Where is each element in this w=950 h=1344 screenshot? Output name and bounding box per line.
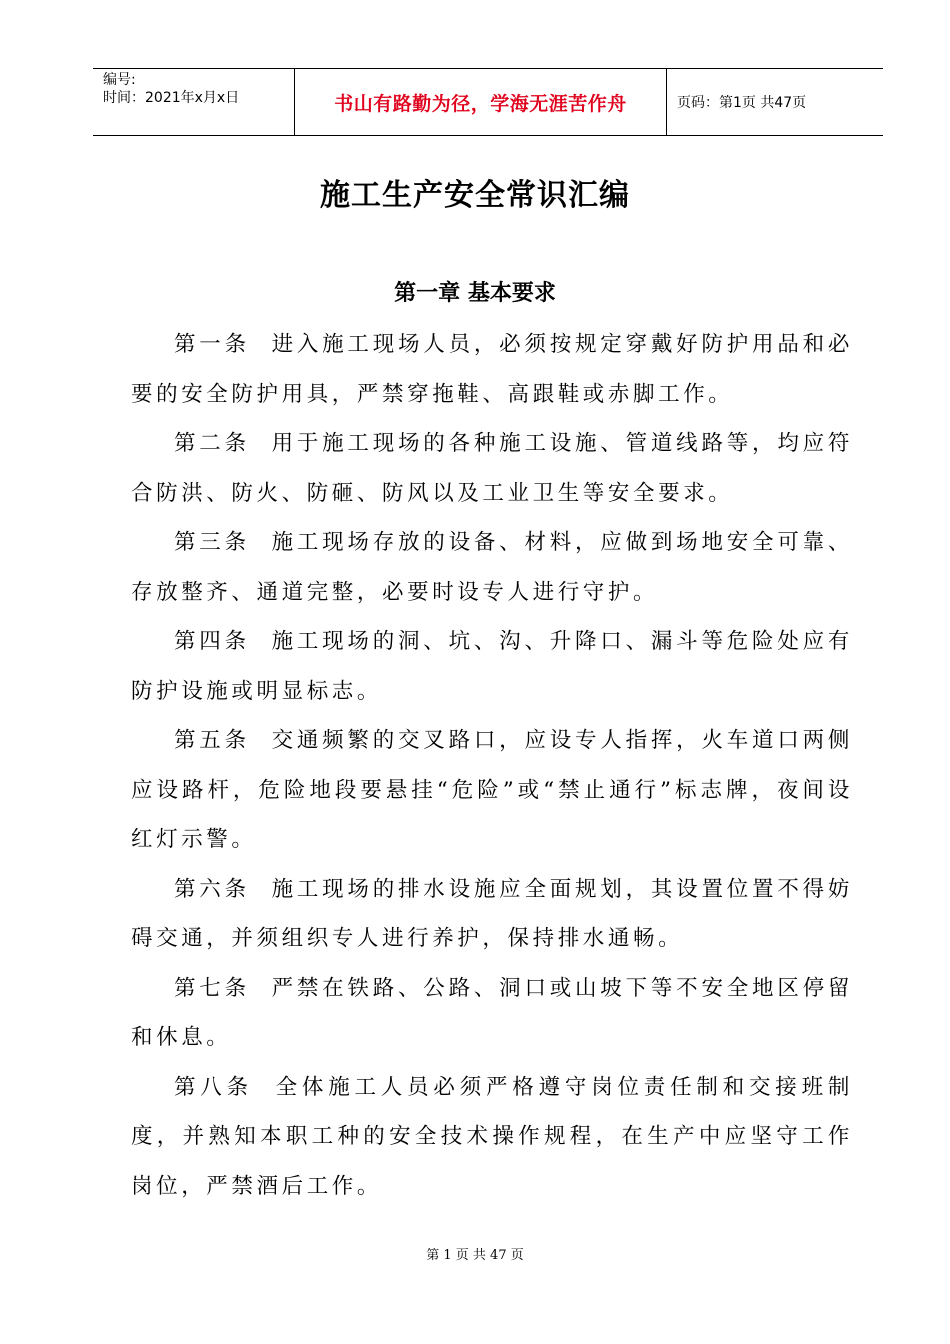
- article-number: 第一条: [174, 332, 250, 357]
- document-title: 施工生产安全常识汇编: [320, 178, 630, 213]
- article-4: [131, 617, 853, 716]
- header-table: [93, 68, 883, 136]
- article-number: 第三条: [174, 530, 250, 555]
- article-text: 用于施工现场的各种施工设施、管道线路等，均应符合防洪、防火、防砸、防风以及工业卫生等安全要求。: [131, 431, 853, 506]
- serial-label: 编号:: [103, 72, 136, 88]
- article-1: [131, 320, 853, 419]
- article-text: 交通频繁的交叉路口，应设专人指挥，火车道口两侧应设路杆，危险地段要悬挂“危险”或“禁止通行”标志牌，夜间设红灯示警。: [131, 728, 853, 852]
- article-text: 施工现场的排水设施应全面规划，其设置位置不得妨碍交通，并须组织专人进行养护，保持排水通畅。: [131, 876, 853, 951]
- article-3: [131, 518, 853, 617]
- header-meta-cell: [93, 69, 295, 135]
- article-7: [131, 964, 853, 1063]
- document-body: [131, 320, 853, 1211]
- motto-cell: [295, 69, 667, 135]
- page-footer: 第 1 页 共 47 页: [426, 1248, 524, 1263]
- article-text: 全体施工人员必须严格遵守岗位责任制和交接班制度，并熟知本职工种的安全技术操作规程，在生产中应坚守工作岗位，严禁酒后工作。: [131, 1074, 853, 1199]
- article-number: 第七条: [174, 975, 250, 1001]
- article-8: [131, 1063, 853, 1212]
- article-text: 施工现场存放的设备、材料，应做到场地安全可靠、存放整齐、通道完整，必要时设专人进行守护。: [131, 530, 853, 605]
- article-text: 施工现场的洞、坑、沟、升降口、漏斗等危险处应有防护设施或明显标志。: [131, 629, 853, 704]
- time-label: 时间：2021年x月x日: [103, 90, 240, 106]
- motto-text: 书山有路勤为径，学海无涯苦作舟: [334, 92, 627, 115]
- page-info-cell: [667, 69, 883, 135]
- article-text: 进入施工现场人员，必须按规定穿戴好防护用品和必要的安全防护用具，严禁穿拖鞋、高跟鞋或赤脚工作。: [131, 332, 853, 407]
- chapter-title: 第一章 基本要求: [394, 280, 556, 306]
- article-number: 第六条: [174, 876, 250, 902]
- article-2: [131, 419, 853, 518]
- article-6: [131, 865, 853, 964]
- article-number: 第八条: [174, 1074, 253, 1100]
- article-text: 严禁在铁路、公路、洞口或山坡下等不安全地区停留和休息。: [131, 975, 853, 1050]
- article-number: 第五条: [174, 728, 250, 753]
- article-number: 第二条: [174, 431, 250, 456]
- page-info-text: 页码：第1页 共47页: [677, 95, 807, 111]
- article-number: 第四条: [174, 629, 250, 654]
- article-5: [131, 716, 853, 865]
